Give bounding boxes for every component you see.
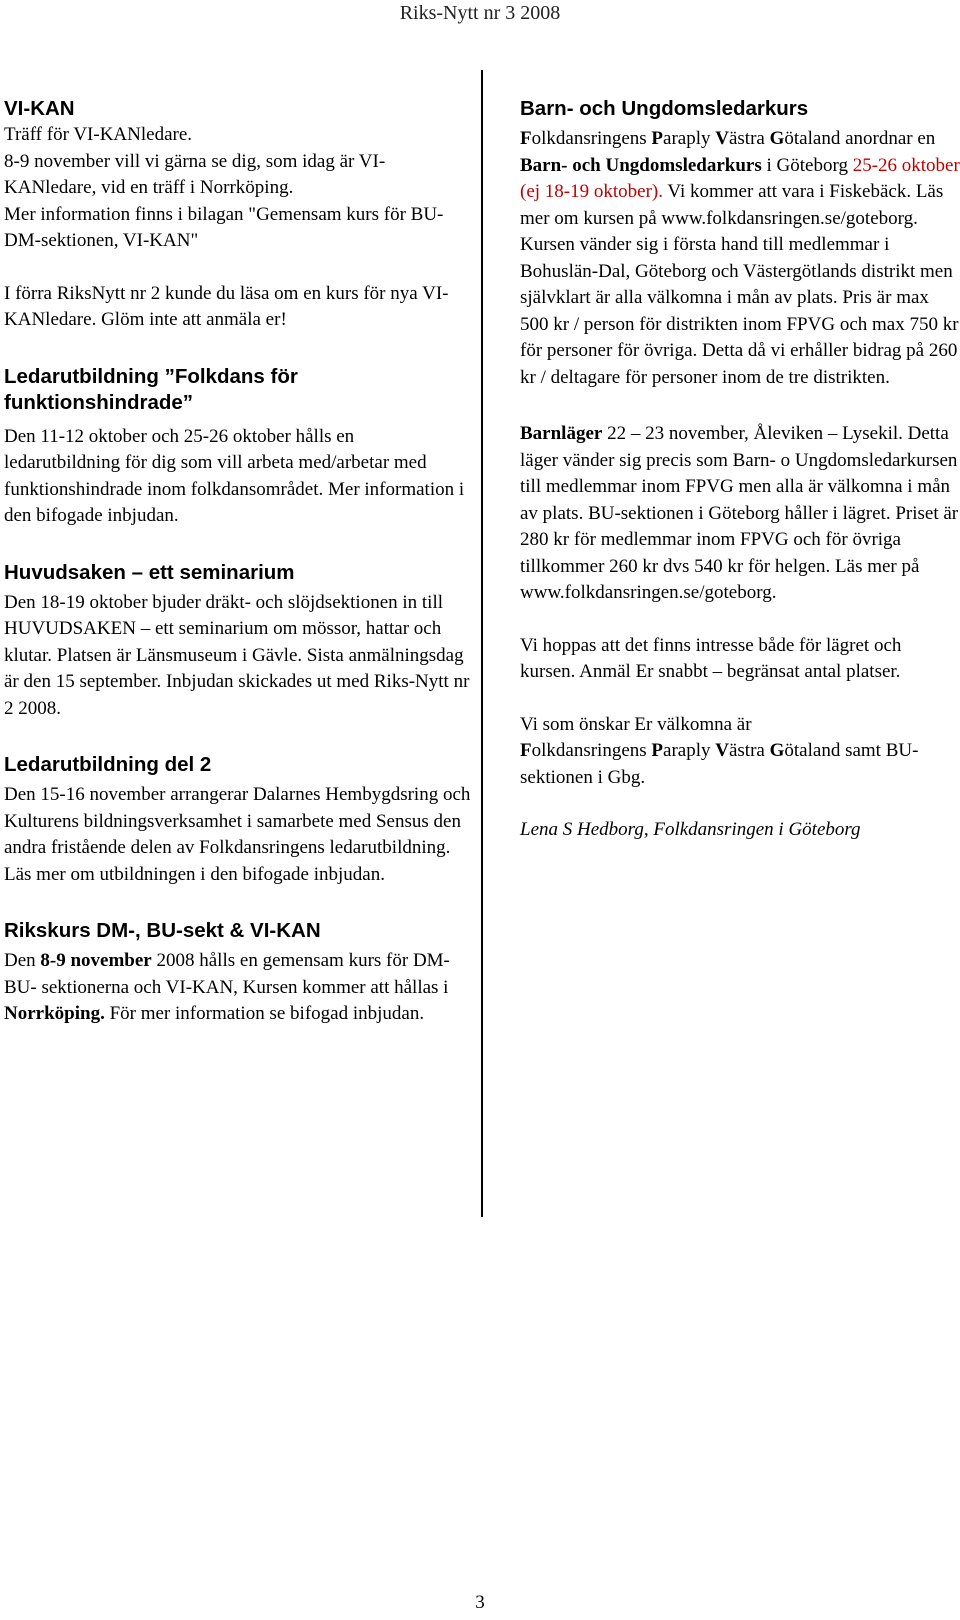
text: anordnar en bbox=[840, 128, 936, 149]
text: ästra bbox=[728, 128, 770, 149]
section-huvudsaken bbox=[4, 560, 474, 723]
section-title: Huvudsaken – ett seminarium bbox=[4, 560, 295, 584]
section-barnlager bbox=[520, 421, 960, 607]
text: Den bbox=[4, 950, 41, 971]
section-title: Barn- och Ungdomsledarkurs bbox=[520, 97, 809, 120]
text: P bbox=[651, 740, 664, 761]
text: ötaland bbox=[784, 128, 841, 149]
text: i Göteborg bbox=[761, 154, 853, 176]
section-vikan bbox=[4, 96, 474, 334]
text: F bbox=[520, 740, 532, 761]
text: olkdansringens bbox=[531, 128, 652, 149]
text: olkdansringens bbox=[531, 740, 652, 761]
section-ledarutbildning-del2 bbox=[4, 752, 474, 888]
text: V bbox=[715, 740, 729, 761]
paragraph: Den 15-16 november arrangerar Dalarnes Hembygdsring och Kulturens bildningsverksamhet i samarbete med Sensus den andra fristående delen av Folkdansringens ledarutbildning. bbox=[4, 784, 471, 858]
text: Barnläger bbox=[520, 423, 603, 444]
paragraph bbox=[4, 948, 474, 1028]
text: 2008 hålls en gemensam kurs för DM- BU- sektionerna och VI-KAN, Kursen kommer att hållas i bbox=[4, 950, 450, 998]
paragraph: Mer information finns i bilagan "Gemensam kurs för BU- DM-sektionen, VI-KAN" bbox=[4, 203, 444, 251]
paragraph: 8-9 november vill vi gärna se dig, som idag är VI-KANledare, vid en träff i Norrköping. bbox=[4, 150, 386, 198]
section-title: VI-KAN bbox=[4, 97, 75, 120]
paragraph: Vi som önskar Er välkomna är bbox=[520, 713, 752, 735]
text: araply bbox=[663, 128, 716, 149]
text: G bbox=[769, 740, 785, 761]
paragraph bbox=[520, 421, 960, 607]
city-bold: Norrköping. bbox=[4, 1003, 105, 1024]
section-title: Ledarutbildning del 2 bbox=[4, 753, 212, 776]
section-title: Rikskurs DM-, BU-sekt & VI-KAN bbox=[4, 919, 321, 942]
text: Vi kommer att vara i Fiskebäck. Läs mer om kursen på www.folkdansringen.se/goteborg. bbox=[520, 181, 944, 229]
text: ötaland samt BU-sektionen i Gbg. bbox=[520, 740, 919, 788]
text: V bbox=[715, 128, 729, 149]
paragraph: Vi hoppas att det finns intresse både för lägret och kursen. Anmäl Er snabbt – begränsat antal platser. bbox=[520, 634, 902, 682]
text: F bbox=[520, 128, 532, 149]
paragraph bbox=[520, 126, 960, 232]
paragraph: I förra RiksNytt nr 2 kunde du läsa om en kurs för nya VI-KANledare. Glöm inte att anmäla er! bbox=[4, 282, 449, 330]
text: ästra bbox=[728, 740, 770, 761]
text: araply bbox=[663, 740, 716, 761]
right-column bbox=[520, 96, 960, 844]
text: P bbox=[651, 128, 664, 149]
section-ledarutbildning bbox=[4, 364, 474, 530]
section-rikskurs bbox=[4, 918, 474, 1028]
paragraph: Den 11-12 oktober och 25-26 oktober hålls en ledarutbildning för dig som vill arbeta med/arbetar med funktionshindrade inom folkdansområdet. Mer information i den bifogade inbjudan. bbox=[4, 425, 465, 526]
signature: Lena S Hedborg, Folkdansringen i Göteborg bbox=[520, 819, 861, 840]
left-column bbox=[4, 96, 474, 1028]
section-valkomna bbox=[520, 712, 960, 792]
paragraph: Läs mer om utbildningen i den bifogade inbjudan. bbox=[4, 863, 385, 885]
paragraph: Träff för VI-KANledare. bbox=[4, 124, 193, 145]
text: G bbox=[769, 128, 785, 149]
text: Barn- och Ungdomsledarkurs bbox=[520, 154, 762, 176]
highlighted-dates: 25-26 oktober (ej 18-19 oktober). bbox=[520, 154, 960, 202]
paragraph: Kursen vänder sig i första hand till medlemmar i Bohuslän-Dal, Göteborg och Västergötlands distrikt men självklart är alla välkomna i mån av plats. Pris är max 500 kr / person för distrikten inom FPVG och max 750 kr för personer för övriga. Detta då vi erhåller bidrag på 260 kr / deltagare för personer inom de tre distrikten. bbox=[520, 234, 959, 388]
section-barn-ungdomsledarkurs bbox=[520, 96, 960, 391]
text: För mer information se bifogad inbjudan. bbox=[104, 1003, 425, 1024]
page-number: 3 bbox=[475, 1592, 485, 1613]
column-divider bbox=[481, 70, 483, 1217]
page-header: Riks-Nytt nr 3 2008 bbox=[399, 2, 561, 24]
section-title: Ledarutbildning ”Folkdans för funktionshindrade” bbox=[4, 364, 298, 414]
text: 22 – 23 november, Åleviken – Lysekil. Detta läger vänder sig precis som Barn- o Ungdomsledarkursen till medlemmar inom FPVG men alla är välkomna i mån av plats. BU-sektionen i Göteborg håller i lägret. Priset är 280 kr för medlemmar inom FPVG och för övriga tillkommer 260 kr dvs 540 kr för helgen. Läs mer på www.folkdansringen.se/goteborg. bbox=[520, 423, 959, 603]
paragraph bbox=[520, 738, 960, 791]
date-bold: 8-9 november bbox=[40, 950, 152, 971]
paragraph: Den 18-19 oktober bjuder dräkt- och slöjdsektionen in till HUVUDSAKEN – ett seminarium om mössor, hattar och klutar. Platsen är Länsmuseum i Gävle. Sista anmälningsdag är den 15 september. Inbjudan skickades ut med Riks-Nytt nr 2 2008. bbox=[4, 591, 470, 719]
